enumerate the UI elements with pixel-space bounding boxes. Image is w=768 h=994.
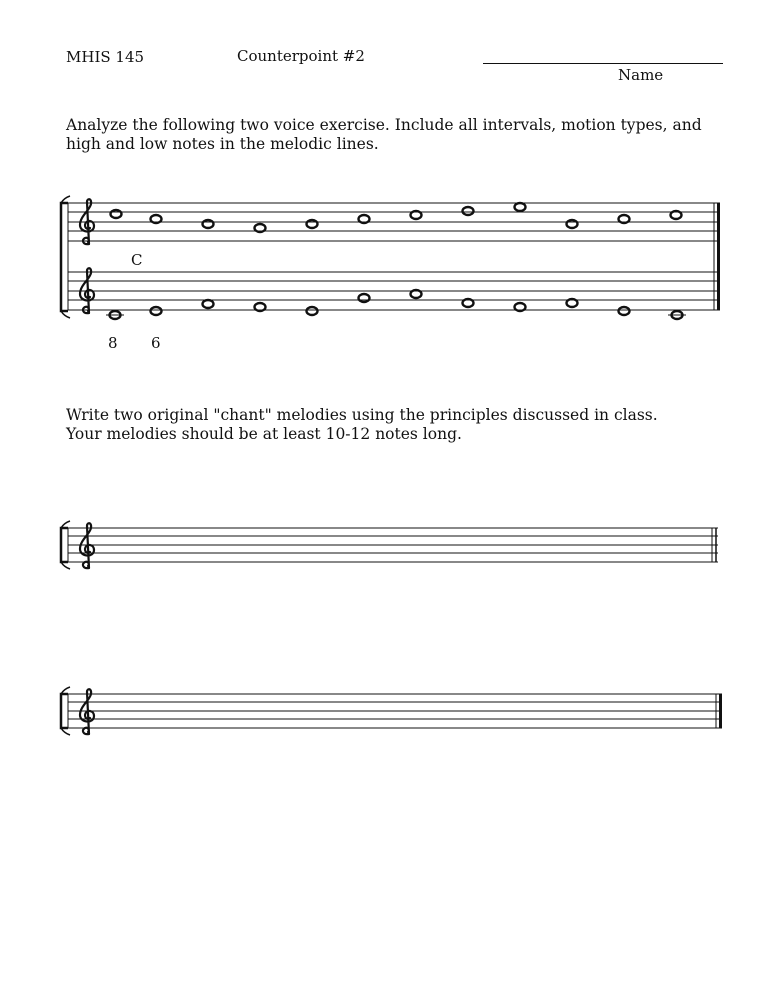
whole-note	[671, 211, 682, 219]
treble-clef-icon	[80, 523, 94, 568]
analyze-instructions: Analyze the following two voice exercise. Include all intervals, motion types, and high and low notes in the melodic lines.	[66, 116, 702, 153]
whole-note	[203, 300, 214, 308]
whole-note	[255, 303, 266, 311]
treble-clef-icon	[80, 689, 94, 734]
whole-note	[567, 299, 578, 307]
whole-note	[567, 220, 578, 228]
blank-staff-2	[61, 687, 722, 735]
whole-note	[151, 307, 162, 315]
compose-instructions: Write two original "chant" melodies using the principles discussed in class. Your melodies should be at least 10-12 notes long.	[66, 406, 658, 443]
whole-note	[307, 307, 318, 315]
whole-note	[515, 203, 526, 211]
whole-note	[359, 215, 370, 223]
whole-note	[463, 299, 474, 307]
whole-note	[255, 224, 266, 232]
whole-note	[111, 210, 122, 218]
course-code: MHIS 145	[66, 48, 145, 66]
upper-voice-notes	[111, 203, 682, 232]
whole-note	[151, 215, 162, 223]
whole-note	[411, 211, 422, 219]
blank-staff-1	[61, 521, 718, 569]
name-label: Name	[618, 66, 664, 84]
system-bracket	[61, 203, 68, 311]
lower-voice-notes	[106, 290, 686, 319]
cadence-annotation: C	[131, 251, 143, 269]
whole-note	[411, 290, 422, 298]
interval-label: 6	[151, 334, 161, 352]
exercise-system	[61, 196, 720, 319]
whole-note	[203, 220, 214, 228]
whole-note	[619, 307, 630, 315]
interval-label: 8	[108, 334, 118, 352]
whole-note	[463, 207, 474, 215]
whole-note	[307, 220, 318, 228]
whole-note	[515, 303, 526, 311]
worksheet-title: Counterpoint #2	[237, 47, 365, 65]
whole-note	[359, 294, 370, 302]
whole-note	[619, 215, 630, 223]
